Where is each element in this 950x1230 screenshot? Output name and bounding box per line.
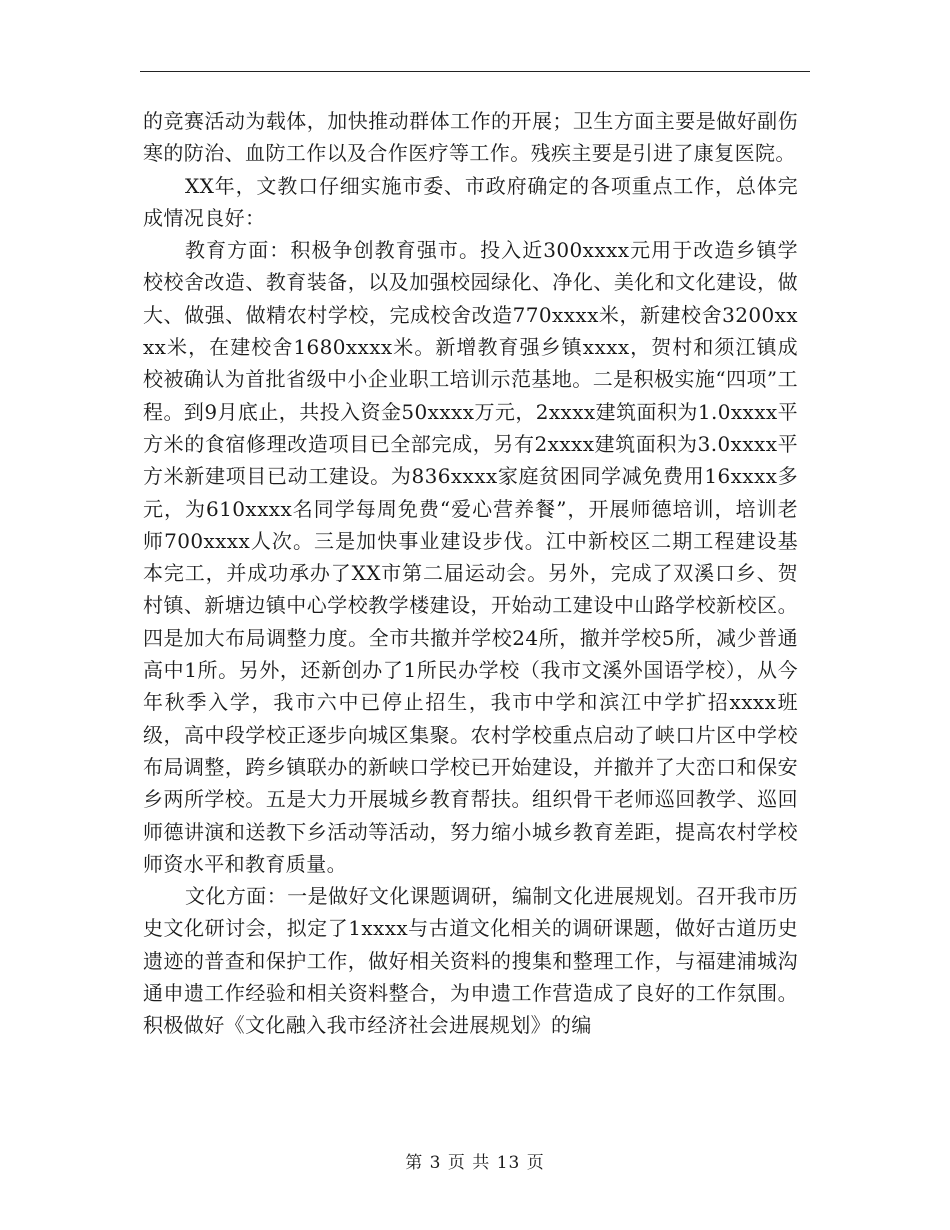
paragraph-4: 文化方面：一是做好文化课题调研，编制文化进展规划。召开我市历史文化研讨会，拟定了1xxxx与古道文化相关的调研课题，做好古道历史遗迹的普查和保护工作，做好相关资料的搜集和整理工作，与福建浦城沟通申遗工作经验和相关资料整合，为申遗工作营造成了良好的工作氛围。积极做好《文化融入我市经济社会进展规划》的编 (143, 884, 798, 1038)
page-number: 第 3 页 共 13 页 (405, 1153, 545, 1173)
paragraph-3: 教育方面：积极争创教育强市。投入近300xxxx元用于改造乡镇学校校舍改造、教育装备，以及加强校园绿化、净化、美化和文化建设，做大、做强、做精农村学校，完成校舍改造770xxxx米，新建校舍3200xxxx米，在建校舍1680xxxx米。新增教育强乡镇xxxx，贺村和须江镇成校被确认为首批省级中小企业职工培训示范基地。二是积极实施“四项”工程。到9月底止，共投入资金50xxxx万元，2xxxx建筑面积为1.0xxxx平方米的食宿修理改造项目已全部完成，另有2xxxx建筑面积为3.0xxxx平方米新建项目已动工建设。为836xxxx家庭贫困同学减免费用16xxxx多元，为610xxxx名同学每周免费“爱心营养餐”，开展师德培训，培训老师700xxxx人次。三是加快事业建设步伐。江中新校区二期工程建设基本完工，并成功承办了XX市第二届运动会。另外，完成了双溪口乡、贺村镇、新塘边镇中心学校教学楼建设，开始动工建设中山路学校新校区。四是加大布局调整力度。全市共撤并学校24所，撤并学校5所，减少普通高中1所。另外，还新创办了1所民办学校（我市文溪外国语学校），从今年秋季入学，我市六中已停止招生，我市中学和滨江中学扩招xxxx班级，高中段学校正逐步向城区集聚。农村学校重点启动了峡口片区中学校布局调整，跨乡镇联办的新峡口学校已开始建设，并撤并了大峦口和保安乡两所学校。五是大力开展城乡教育帮扶。组织骨干老师巡回教学、巡回师德讲演和送教下乡活动等活动，努力缩小城乡教育差距，提高农村学校师资水平和教育质量。 (143, 238, 798, 876)
paragraph-1: 的竞赛活动为载体，加快推动群体工作的开展；卫生方面主要是做好副伤寒的防治、血防工作以及合作医疗等工作。残疾主要是引进了康复医院。 (143, 109, 798, 166)
document-body (143, 105, 798, 1042)
header-rule (140, 71, 810, 72)
paragraph-2: XX年，文教口仔细实施市委、市政府确定的各项重点工作，总体完成情况良好： (143, 173, 798, 230)
